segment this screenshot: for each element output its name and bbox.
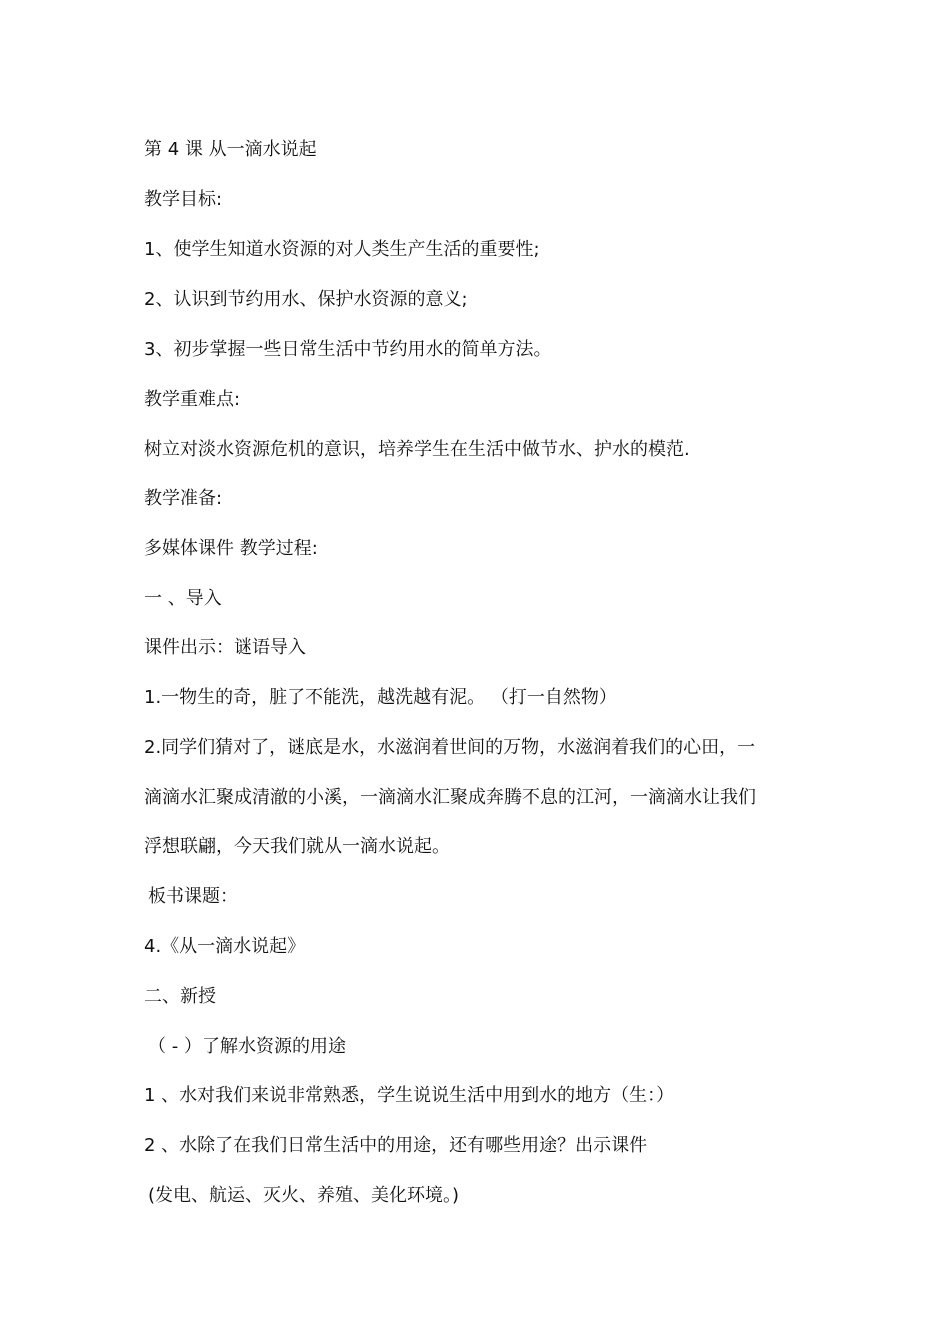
paragraph-line-1: 2.同学们猜对了，谜底是水，水滋润着世间的万物，水滋润着我们的心田，一 [144,737,756,758]
part-heading-new: 二、新授 [144,986,216,1007]
preparation-text: 多媒体课件 教学过程: [144,538,318,559]
part-heading-intro: 一 、导入 [144,588,222,609]
courseware-riddle-line: 课件出示：谜语导入 [144,637,306,658]
objective-item-2: 2、认识到节约用水、保护水资源的意义; [144,289,468,310]
board-title: 4.《从一滴水说起》 [144,936,306,957]
riddle-text: 1.一物生的奇，脏了不能洗，越洗越有泥。 （打一自然物） [144,687,617,708]
subsection-heading-uses: （ - ）了解水资源的用途 [148,1036,346,1057]
paragraph-line-3: 浮想联翩，今天我们就从一滴水说起。 [144,836,450,857]
key-points-text: 树立对淡水资源危机的意识，培养学生在生活中做节水、护水的模范. [144,439,690,460]
paragraph-line-2: 滴滴水汇聚成清澈的小溪，一滴滴水汇聚成奔腾不息的江河，一滴滴水让我们 [144,787,756,808]
section-heading-objectives: 教学目标: [144,189,223,210]
uses-item-1: 1 、水对我们来说非常熟悉，学生说说生活中用到水的地方（生：） [144,1085,675,1106]
board-title-label: 板书课题： [148,886,238,907]
section-heading-key-points: 教学重难点: [144,389,241,410]
lesson-title: 第 4 课 从一滴水说起 [144,139,317,160]
objective-item-1: 1、使学生知道水资源的对人类生产生活的重要性; [144,239,540,260]
section-heading-preparation: 教学准备: [144,488,223,509]
uses-examples: (发电、航运、灭火、养殖、美化环境。) [148,1185,460,1206]
uses-item-2: 2 、水除了在我们日常生活中的用途，还有哪些用途？出示课件 [144,1135,648,1156]
objective-item-3: 3、初步掌握一些日常生活中节约用水的简单方法。 [144,339,552,360]
